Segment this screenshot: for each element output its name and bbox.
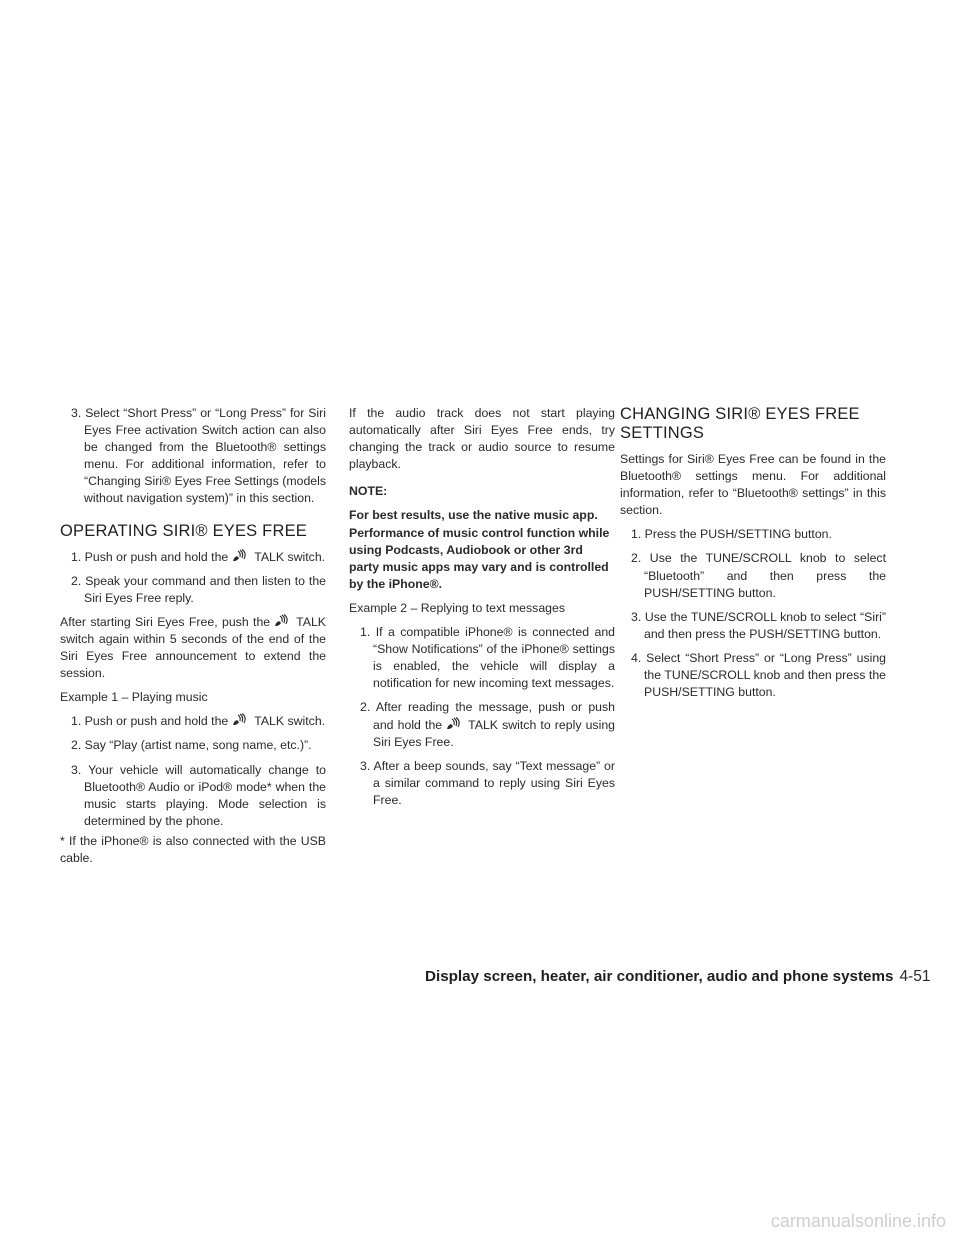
list-item: [349, 699, 615, 750]
list-item-text: 1. Push or push and hold the: [71, 714, 229, 729]
paragraph: [60, 614, 326, 682]
talk-switch-icon: [230, 713, 248, 727]
list-item-text: 1. Push or push and hold the: [71, 549, 229, 564]
footer-section-title: Display screen, heater, air conditioner, audio and phone systems: [425, 968, 894, 985]
list-item: 3. Your vehicle will automatically change to Bluetooth® Audio or iPod® mode* when the music starts playing. Mode selection is determined by the phone.: [71, 762, 326, 828]
list-item: 3. Select “Short Press” or “Long Press” for Siri Eyes Free activation Switch action can also be changed from the Bluetooth® settings menu. For additional information, refer to “Changing Siri® Eyes Free Settings (models without navigation system)” in this section.: [71, 406, 326, 506]
list-item-text: TALK switch.: [254, 549, 326, 564]
talk-switch-icon: [272, 614, 290, 628]
page-number: 4-51: [899, 968, 931, 985]
page-footer: [425, 968, 931, 986]
paragraph-text: After starting Siri Eyes Free, push the: [60, 614, 271, 629]
left-column: [60, 405, 326, 874]
note-label: NOTE:: [349, 484, 388, 499]
paragraph: Settings for Siri® Eyes Free can be found in the Bluetooth® settings menu. For additional information, refer to “Bluetooth® settings” in this section.: [620, 452, 886, 518]
section-heading-operating: OPERATING SIRI® EYES FREE: [60, 521, 307, 540]
paragraph-text: TALK switch again within 5 seconds of the end of the Siri Eyes Free announcement to extend the session.: [60, 614, 326, 681]
list-item: 1. Press the PUSH/SETTING button.: [631, 527, 832, 542]
list-item: [60, 549, 326, 566]
watermark: carmanualsonline.info: [770, 1211, 946, 1231]
example-label: Example 2 – Replying to text messages: [349, 600, 565, 615]
list-item: 3. Use the TUNE/SCROLL knob to select “Siri” and then press the PUSH/SETTING button.: [631, 609, 886, 641]
paragraph: If the audio track does not start playing automatically after Siri Eyes Free ends, try changing the track or audio source to resume playback.: [349, 406, 615, 472]
section-heading-changing: CHANGING SIRI® EYES FREE SETTINGS: [620, 405, 860, 442]
list-item: 2. Use the TUNE/SCROLL knob to select “Bluetooth” and then press the PUSH/SETTING button.: [631, 551, 886, 600]
middle-column: [349, 405, 615, 816]
list-item: 1. If a compatible iPhone® is connected and “Show Notifications” of the iPhone® settings is enabled, the vehicle will display a notification for new incoming text messages.: [360, 625, 615, 691]
list-item: 4. Select “Short Press” or “Long Press” using the TUNE/SCROLL knob and then press the PUSH/SETTING button.: [631, 650, 886, 700]
list-item-text: 2. After reading the message, push or push and hold the: [360, 700, 615, 732]
talk-switch-icon: [230, 549, 248, 563]
list-item: 2. Speak your command and then listen to the Siri Eyes Free reply.: [71, 573, 326, 605]
footnote: * If the iPhone® is also connected with the USB cable.: [60, 833, 326, 865]
example-label: Example 1 – Playing music: [60, 690, 208, 705]
list-item: 2. Say “Play (artist name, song name, etc.)”.: [71, 738, 312, 753]
note-text: For best results, use the native music app. Performance of music control function while using Podcasts, Audiobook or other 3rd party music apps may vary and is controlled by the iPhone®.: [349, 508, 610, 591]
talk-switch-icon: [444, 717, 462, 731]
list-item: [60, 713, 326, 730]
list-item-text: TALK switch.: [254, 714, 326, 729]
list-item-text: TALK switch to reply using Siri Eyes Free.: [373, 717, 615, 749]
right-column: [620, 405, 886, 708]
list-item: 3. After a beep sounds, say “Text message” or a similar command to reply using Siri Eyes Free.: [360, 758, 615, 807]
